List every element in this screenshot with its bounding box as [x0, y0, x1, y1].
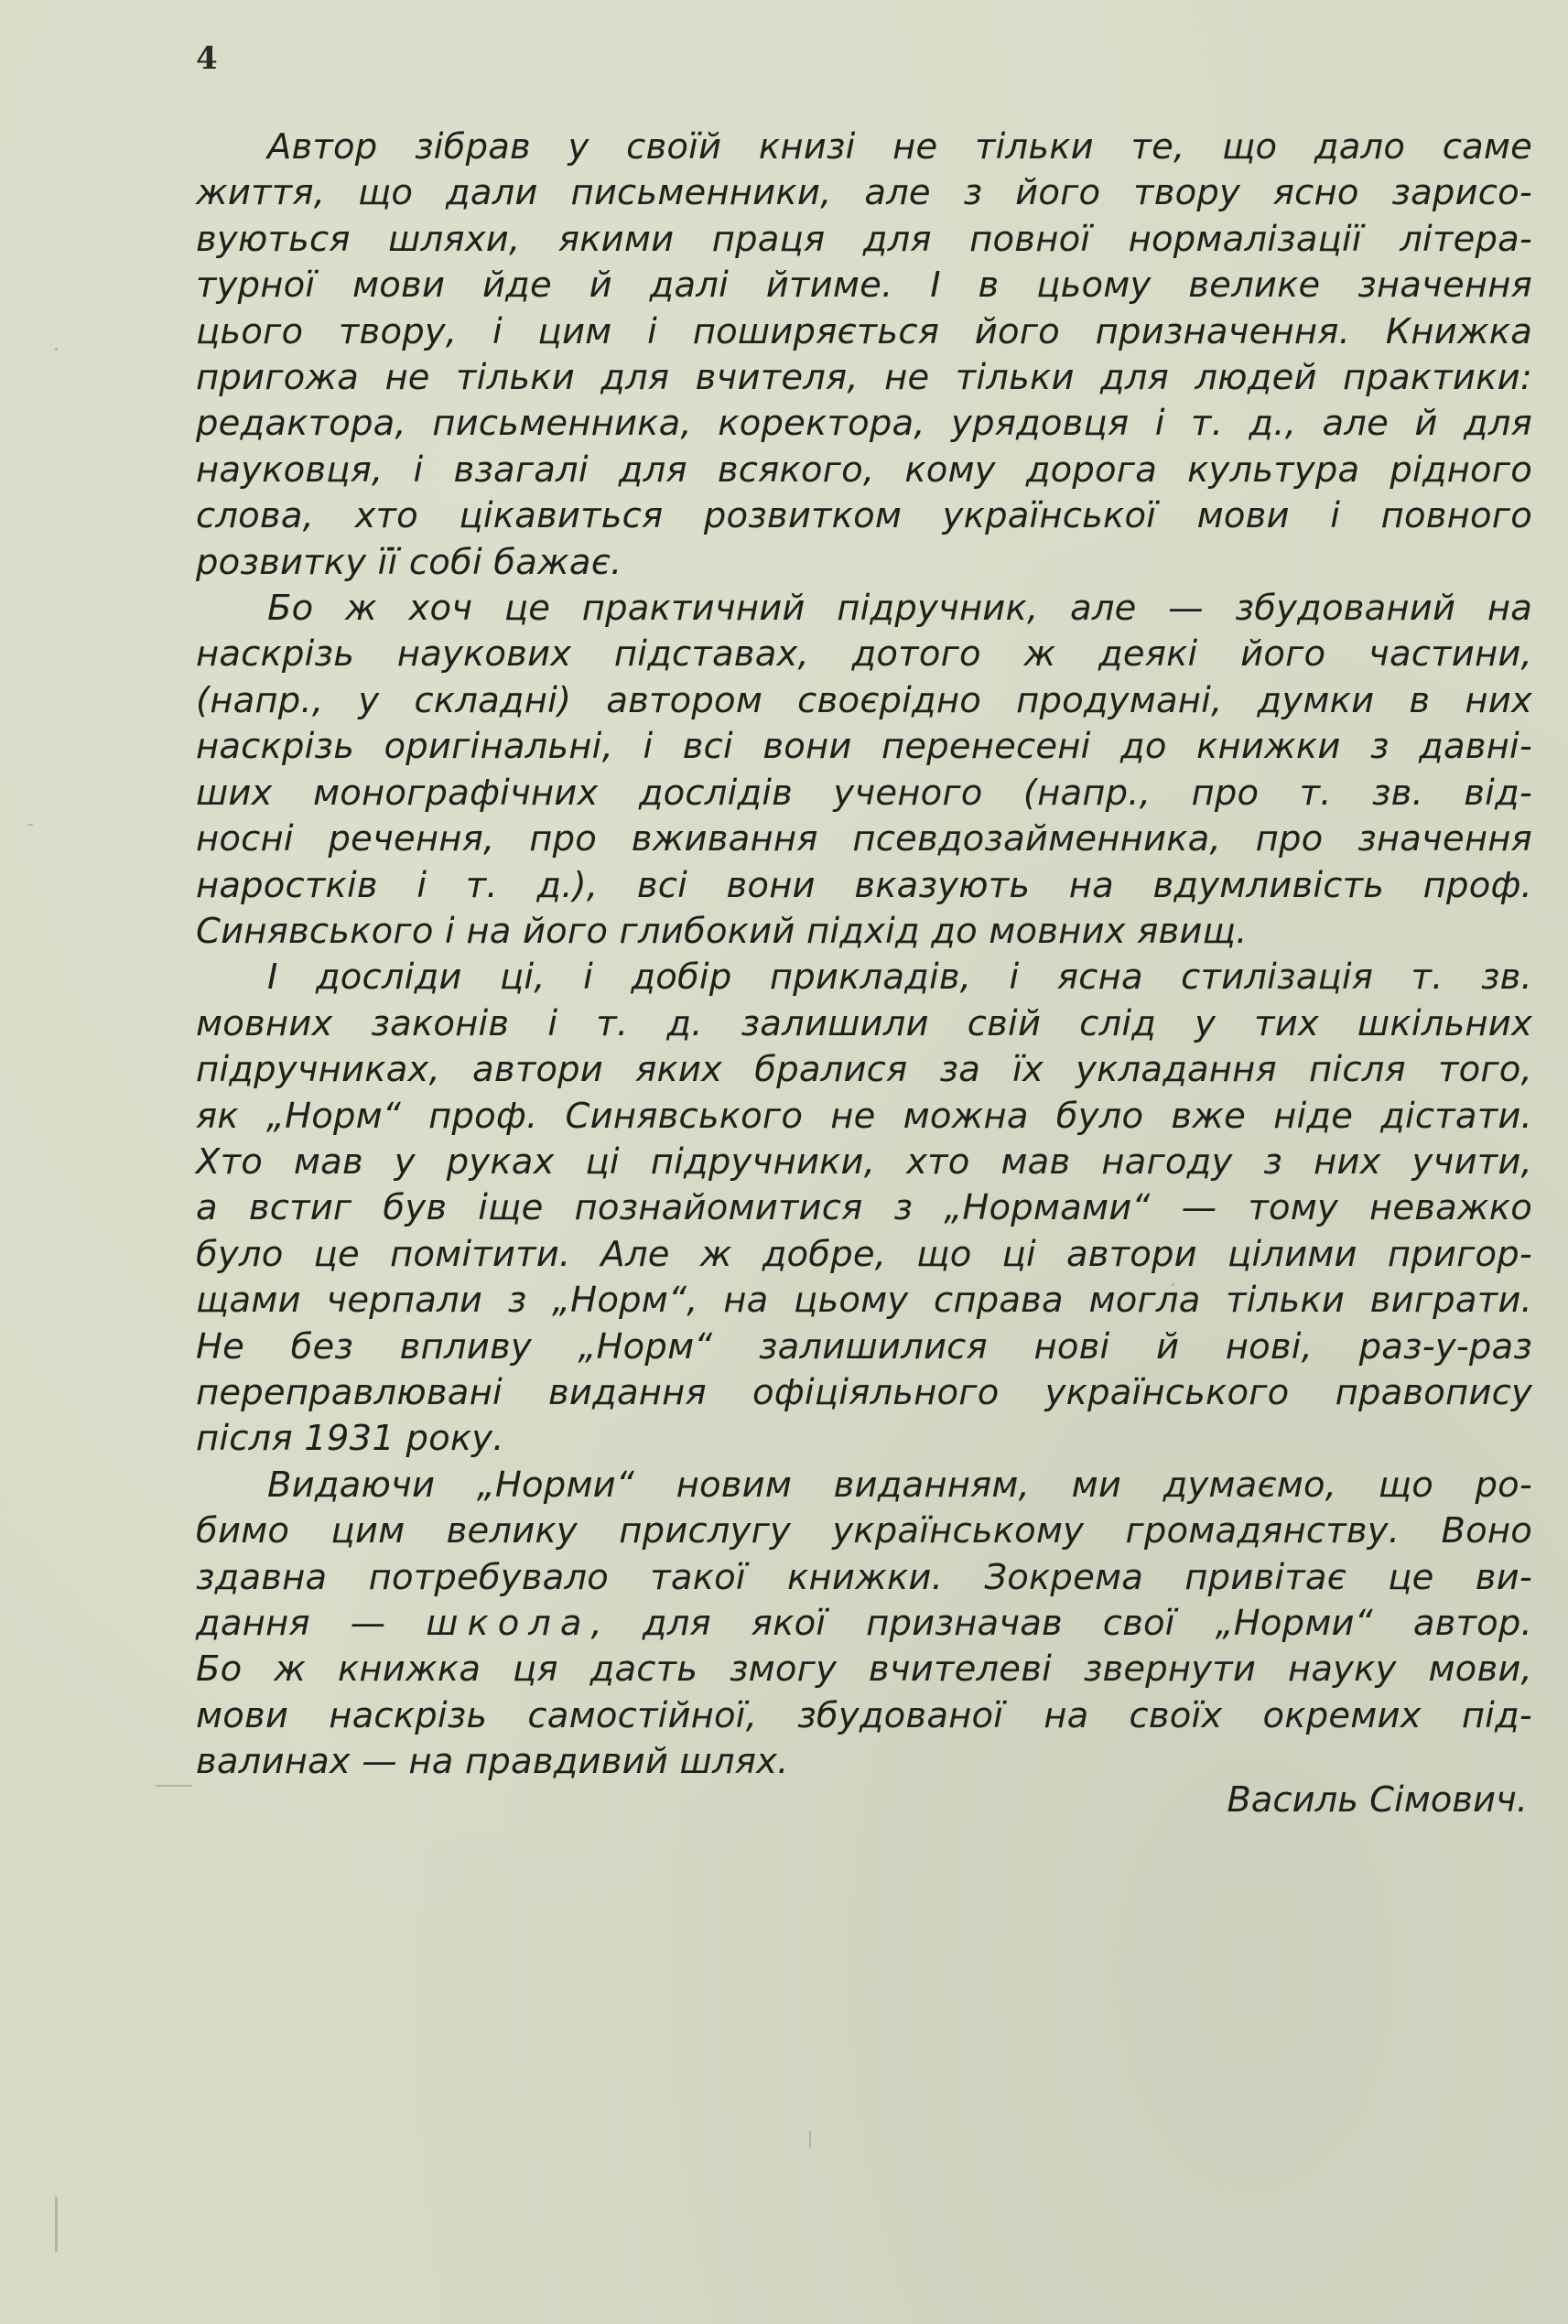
text-line: Не без впливу „Норм“ залишилися нові й нові, раз-у-раз [196, 1325, 1532, 1367]
text-line: наскрізь оригінальні, і всі вони перенесені до книжки з давні- [196, 726, 1532, 768]
text-line: Синявського і на його глибокий підхід до мовних явищ. [196, 910, 1248, 952]
text-line: слова, хто цікавиться розвитком української мови і повного [196, 495, 1532, 537]
paragraph-1 [196, 124, 1532, 586]
text-line: Бо ж хоч це практичний підручник, але — збудований на [267, 588, 1532, 630]
text-line: мови наскрізь самостійної, збудованої на своїх окремих під- [196, 1694, 1532, 1736]
paragraph-4 [196, 1463, 1532, 1786]
emphasized-word: школа [426, 1603, 591, 1644]
text-line: (напр., у складні) автором своєрідно продумані, думки в них [196, 679, 1532, 721]
text-line [196, 1601, 1532, 1647]
text-line: турної мови йде й далі йтиме. І в цьому велике значення [196, 265, 1532, 307]
paper-speck [55, 2197, 58, 2252]
paragraph-3 [196, 955, 1532, 1462]
text-line: ших монографічних дослідів ученого (напр., про т. зв. від- [196, 772, 1532, 814]
text-line: переправлювані видання офіціяльного українського правопису [196, 1371, 1532, 1413]
text-fragment: , для якої призначав свої „Норми“ автор. [590, 1603, 1532, 1644]
text-line: пригожа не тільки для вчителя, не тільки для людей практики: [196, 357, 1532, 399]
text-line: як „Норм“ проф. Синявського не можна було вже ніде дістати. [196, 1095, 1532, 1137]
paper-speck [156, 1785, 192, 1787]
text-line: наскрізь наукових підставах, дотого ж деякі його частини, [196, 633, 1532, 676]
text-line: науковця, і взагалі для всякого, кому дорога культура рідного [196, 449, 1532, 491]
text-line: Видаючи „Норми“ новим виданням, ми думаємо, що ро- [267, 1464, 1532, 1506]
text-line: валинах — на правдивий шлях. [196, 1741, 789, 1783]
text-line: здавна потребувало такої книжки. Зокрема привітає це ви- [196, 1556, 1532, 1598]
text-line: І досліди ці, і добір прикладів, і ясна стилізація т. зв. [267, 957, 1532, 999]
text-line: мовних законів і т. д. залишили свій слід у тих шкільних [196, 1002, 1532, 1044]
paragraph-2 [196, 586, 1532, 955]
text-line: наростків і т. д.), всі вони вказують на вдумливість проф. [196, 864, 1532, 906]
text-line: цього твору, і цим і поширяється його призначення. Книжка [196, 310, 1532, 352]
text-line: підручниках, автори яких бралися за їх укладання після того, [196, 1049, 1532, 1091]
author-signature: Василь Сімович. [1227, 1779, 1528, 1821]
text-line: щами черпали з „Норм“, на цьому справа могла тільки виграти. [196, 1280, 1532, 1322]
paper-speck [55, 348, 58, 351]
page-number: 4 [196, 40, 218, 77]
text-line: Хто мав у руках ці підручники, хто мав нагоду з них учити, [196, 1140, 1532, 1183]
text-fragment: дання — [196, 1603, 427, 1644]
text-line: бимо цим велику прислугу українському громадянству. Воно [196, 1510, 1532, 1552]
preface-text [196, 124, 1532, 1786]
text-line: життя, що дали письменники, але з його твору ясно зарисо- [196, 172, 1532, 214]
text-line: вуються шляхи, якими праця для повної нормалізації літера- [196, 218, 1532, 260]
paper-speck [1172, 1283, 1174, 1286]
text-line: Бо ж книжка ця дасть змогу вчителеві звернути науку мови, [196, 1648, 1532, 1691]
text-line: редактора, письменника, коректора, урядовця і т. д., але й для [196, 403, 1532, 445]
paper-speck [809, 2131, 811, 2147]
text-line: а встиг був іще познайомитися з „Нормами“ — тому неважко [196, 1187, 1532, 1229]
text-line: було це помітити. Але ж добре, що ці автори цілими пригор- [196, 1233, 1532, 1275]
text-line: після 1931 року. [196, 1418, 504, 1460]
text-line: Автор зібрав у своїй книзі не тільки те, що дало саме [267, 126, 1532, 168]
text-line: розвитку її собі бажає. [196, 541, 622, 583]
text-line: носні речення, про вживання псевдозайменника, про значення [196, 818, 1532, 860]
paper-speck [27, 824, 33, 826]
